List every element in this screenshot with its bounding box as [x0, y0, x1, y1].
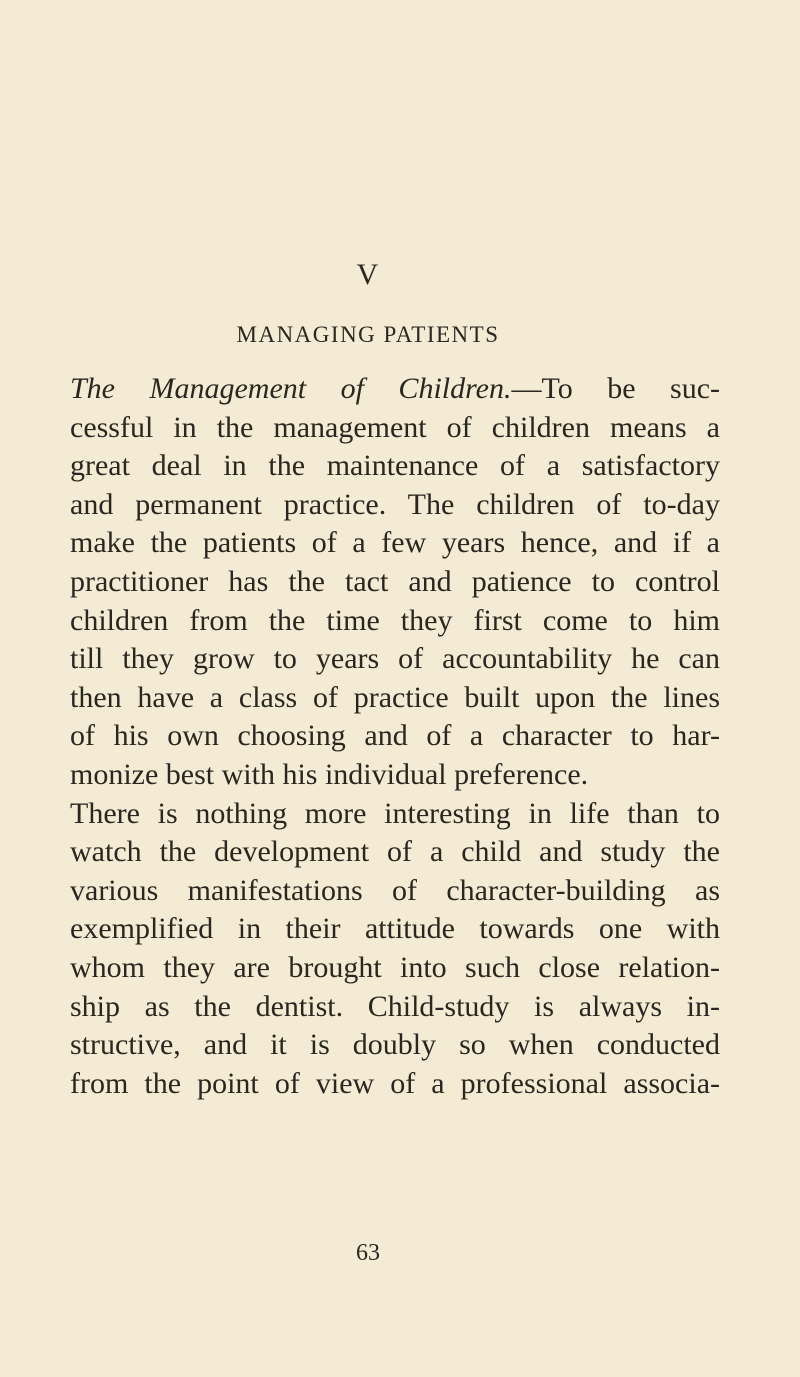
paragraph-first-line — [70, 370, 720, 409]
body-text — [70, 370, 720, 1103]
text-line: till they grow to years of accountability he can — [70, 642, 720, 676]
text-line: of his own choosing and of a character to har- — [70, 719, 720, 753]
text-line: There is nothing more interesting in life than to — [70, 796, 720, 830]
text-line: great deal in the maintenance of a satisfactory — [70, 449, 720, 483]
chapter-number: V — [356, 258, 380, 291]
text-line: watch the development of a child and study the — [70, 835, 720, 869]
text-line: practitioner has the tact and patience to control — [70, 564, 720, 598]
text-line: whom they are brought into such close relation- — [70, 950, 720, 984]
section-heading: The Management of Children. — [70, 372, 512, 405]
chapter-title: MANAGING PATIENTS — [236, 322, 500, 347]
page-number: 63 — [356, 1240, 380, 1266]
text-line: ship as the dentist. Child-study is always in- — [70, 989, 720, 1023]
text-line: and permanent practice. The children of to-day — [70, 487, 720, 521]
text-line: monize best with his individual preference. — [70, 757, 589, 791]
text-line: then have a class of practice built upon the lines — [70, 680, 720, 714]
text-line: make the patients of a few years hence, and if a — [70, 526, 720, 560]
text-line: children from the time they first come to him — [70, 603, 720, 637]
text-line: various manifestations of character-building as — [70, 873, 720, 907]
text-line: cessful in the management of children means a — [70, 410, 720, 444]
text-line: exemplified in their attitude towards one with — [70, 912, 720, 946]
text-line: from the point of view of a professional associa- — [70, 1066, 720, 1100]
first-line-text: —To be suc- — [511, 372, 721, 405]
text-line: structive, and it is doubly so when conducted — [70, 1028, 720, 1062]
